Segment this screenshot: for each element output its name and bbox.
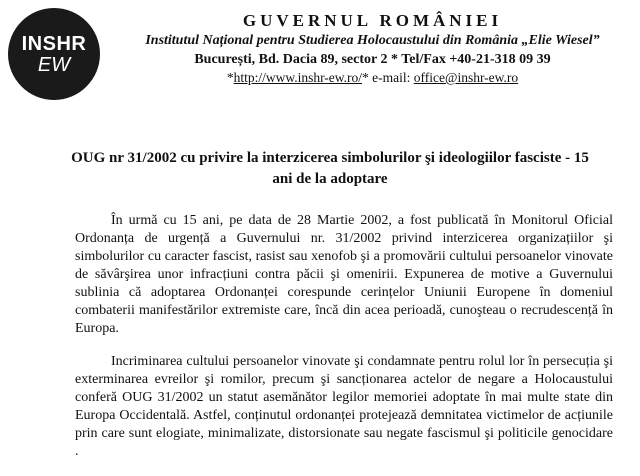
document-body [75,212,613,476]
contact-prefix: * [226,70,234,85]
website-link[interactable]: http://www.inshr-ew.ro/ [233,70,363,85]
paragraph-1: În urmă cu 15 ani, pe data de 28 Martie 2002, a fost publicată în Monitorul Oficial Ordonanța de urgență a Guvernului nr. 31/2002 privind interzicerea organizațiilor şi simbolurilor cu caracter fascist, rasist sau xenofob şi a promovării cultului persoanelor vinovate de săvârşirea unor infracțiuni contra păcii şi omenirii. Expunerea de motive a Guvernului sublinia că adoptarea Ordonanței corespunde cerințelor Uniunii Europene în domeniul combaterii manifestărilor extremiste care, încă din acea perioadă, cunoşteau o recrudescență în Europa. [75,213,613,336]
letterhead [110,10,635,86]
document-title: OUG nr 31/2002 cu privire la interzicerea simbolurilor şi ideologiilor fasciste - 15 ani de la adoptare [71,150,589,187]
contact-line [110,69,635,86]
paragraph-2: Incriminarea cultului persoanelor vinovate şi condamnate pentru rolul lor în persecuția şi exterminarea evreilor şi romilor, precum şi sancționarea actelor de negare a Holocaustului conferă OUG 31/2002 un statut asemănător legilor memoriei adoptate în mai multe state din Europa Occidentală. Astfel, conținutul ordonanței protejează demnitatea victimelor de acțiunile prin care sunt elogiate, minimalizate, distorsionate sau negate fascismul şi politicile genocidare . [75,354,613,459]
email-link[interactable]: office@inshr-ew.ro [413,70,519,85]
inshr-logo [8,8,100,100]
institute-address: București, Bd. Dacia 89, sector 2 * Tel/Fax +40-21-318 09 39 [194,52,551,67]
logo-text-ew: EW [37,54,71,76]
institute-name: Institutul Național pentru Studierea Holocaustului din România „Elie Wiesel” [145,33,600,48]
government-heading: GUVERNUL ROMÂNIEI [242,11,503,30]
contact-suffix: * e-mail: [362,70,414,85]
logo-text-inshr: INSHR [21,33,87,55]
